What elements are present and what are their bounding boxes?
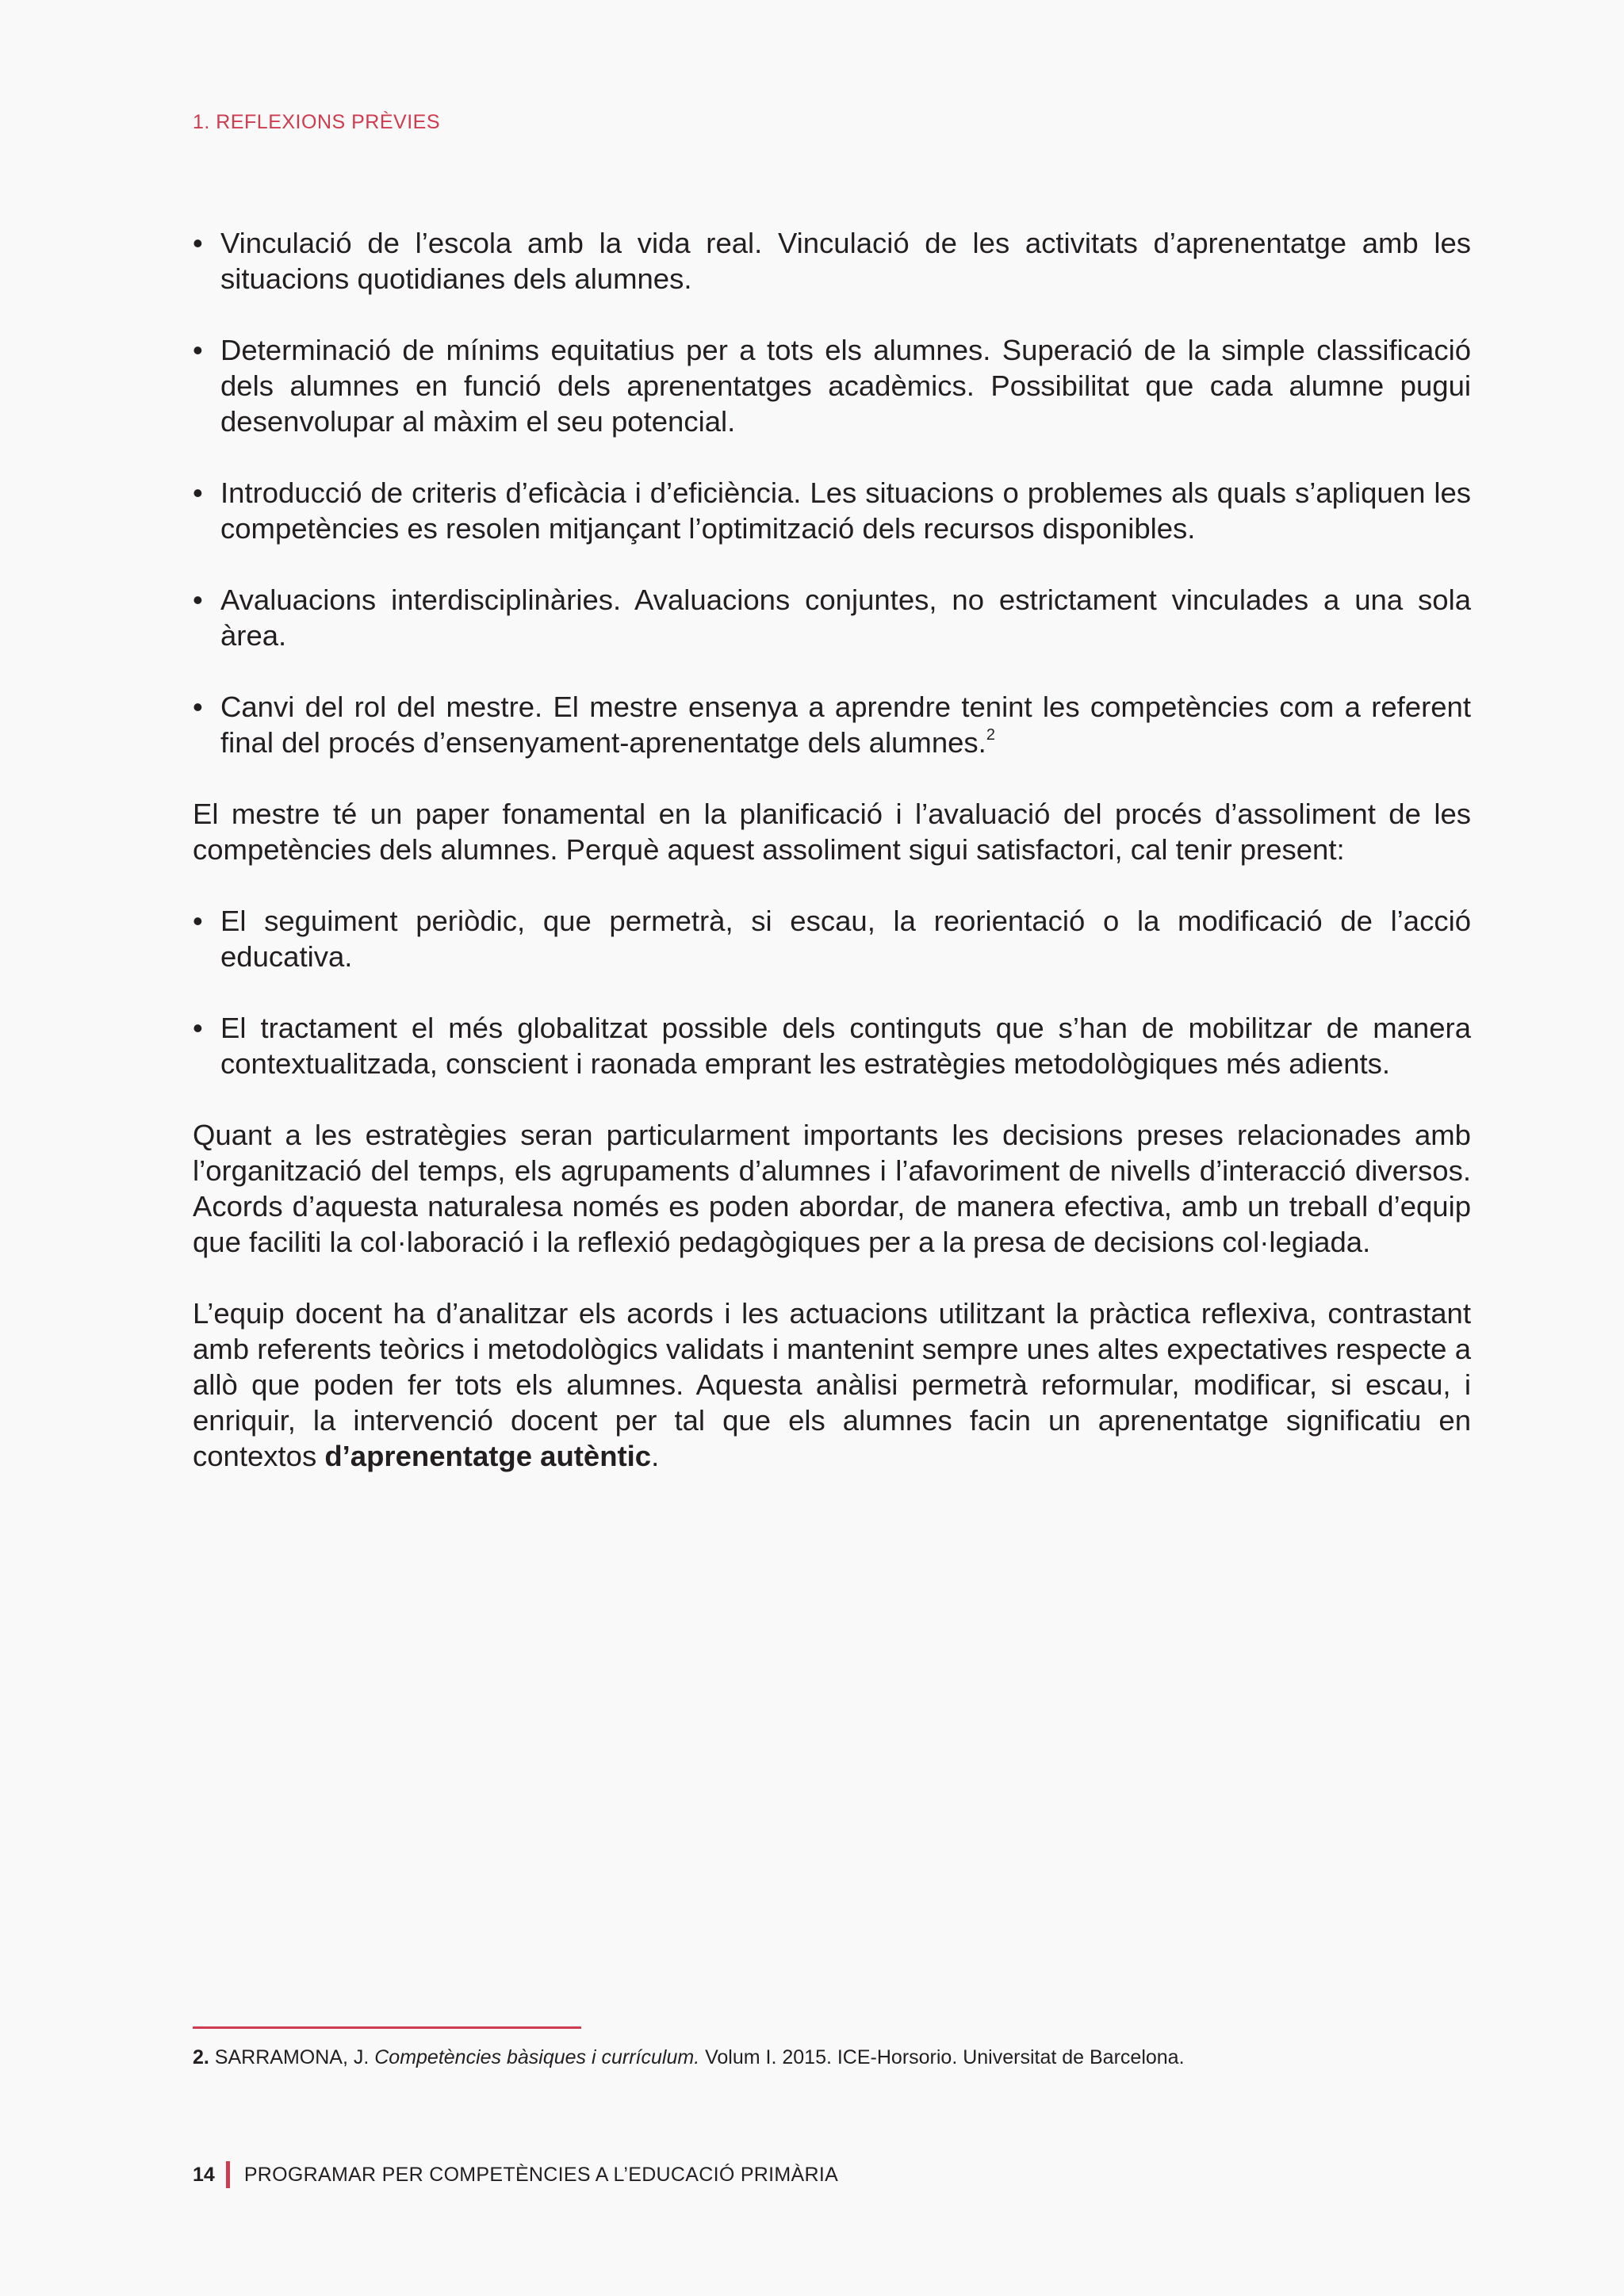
book-title: PROGRAMAR PER COMPETÈNCIES A L’EDUCACIÓ PRIMÀRIA (243, 2164, 839, 2186)
footnote-author: SARRAMONA, J. (209, 2046, 375, 2068)
list-item-text: El tractament el més globalitzat possible dels continguts que s’han de mobilitzar de manera contextualitzada, conscient i raonada emprant les estratègies metodològiques més adients. (220, 1012, 1471, 1080)
paragraph-text: L’equip docent ha d’analitzar els acords i les actuacions utilitzant la pràctica reflexiva, contrastant amb referents teòrics i metodològics validats i mantenint sempre unes altes expectatives respecte a allò que poden fer tots els alumnes. Aquesta anàlisi permetrà reformular, modificar, si escau, i enriquir, la intervenció docent per tal que els alumnes facin un aprenentatge significatiu en contextos (193, 1297, 1471, 1472)
paragraph: El mestre té un paper fonamental en la planificació i l’avaluació del procés d’assoliment de les competències dels alumnes. Perquè aquest assoliment sigui satisfactori, cal tenir present: (193, 798, 1471, 866)
list-item (193, 475, 1471, 546)
footnote-divider (193, 2026, 581, 2029)
list-item (193, 225, 1471, 297)
list-item (193, 332, 1471, 439)
footnote-number: 2. (193, 2046, 209, 2068)
page-footer (193, 2161, 838, 2188)
bullet-icon: • (193, 691, 203, 723)
bullet-icon: • (193, 1012, 203, 1044)
list-item-text: Introducció de criteris d’eficàcia i d’eficiència. Les situacions o problemes als quals s’apliquen les competències es resolen mitjançant l’optimització dels recursos disponibles. (220, 476, 1471, 545)
bullet-icon: • (193, 584, 203, 616)
list-item (193, 689, 1471, 760)
emphasis-term: d’aprenentatge autèntic (324, 1440, 652, 1472)
running-head: 1. REFLEXIONS PRÈVIES (193, 111, 440, 133)
list-item-text: Vinculació de l’escola amb la vida real. Vinculació de les activitats d’aprenentatge amb les situacions quotidianes dels alumnes. (220, 227, 1471, 295)
list-item-text: Determinació de mínims equitatius per a tots els alumnes. Superació de la simple classificació dels alumnes en funció dels aprenentatges acadèmics. Possibilitat que cada alumne pugui desenvolupar al màxim el seu potencial. (220, 334, 1471, 438)
footnote-title: Competències bàsiques i currículum. (374, 2046, 700, 2068)
list-item-text: El seguiment periòdic, que permetrà, si escau, la reorientació o la modificació de l’acció educativa. (220, 905, 1471, 973)
paragraph: Quant a les estratègies seran particularment importants les decisions preses relacionades amb l’organització del temps, els agrupaments d’alumnes i l’afavoriment de nivells d’interacció diversos. Acords d’aquesta naturalesa només es poden abordar, de manera efectiva, amb un treball d’equip que faciliti la col·laboració i la reflexió pedagògiques per a la presa de decisions col·legiada. (193, 1119, 1471, 1258)
bullet-icon: • (193, 476, 203, 509)
paragraph (193, 1295, 1471, 1474)
page-number: 14 (193, 2164, 215, 2186)
list-item-text: Avaluacions interdisciplinàries. Avaluacions conjuntes, no estrictament vinculades a una sola àrea. (220, 584, 1471, 652)
footer-divider (226, 2161, 230, 2188)
paragraph-end: . (651, 1440, 660, 1472)
list-item (193, 582, 1471, 653)
list-item (193, 1010, 1471, 1081)
body-text (193, 225, 1471, 1510)
footnote-ref[interactable]: 2 (986, 726, 995, 744)
list-item-text: Canvi del rol del mestre. El mestre ensenya a aprendre tenint les competències com a referent final del procés d’ensenyament-aprenentatge dels alumnes. (220, 691, 1471, 759)
footnote (193, 2045, 1471, 2070)
bullet-icon: • (193, 905, 203, 937)
footnote-details: Volum I. 2015. ICE-Horsorio. Universitat de Barcelona. (699, 2046, 1185, 2068)
bullet-icon: • (193, 334, 203, 366)
bullet-icon: • (193, 227, 203, 259)
list-item (193, 903, 1471, 974)
